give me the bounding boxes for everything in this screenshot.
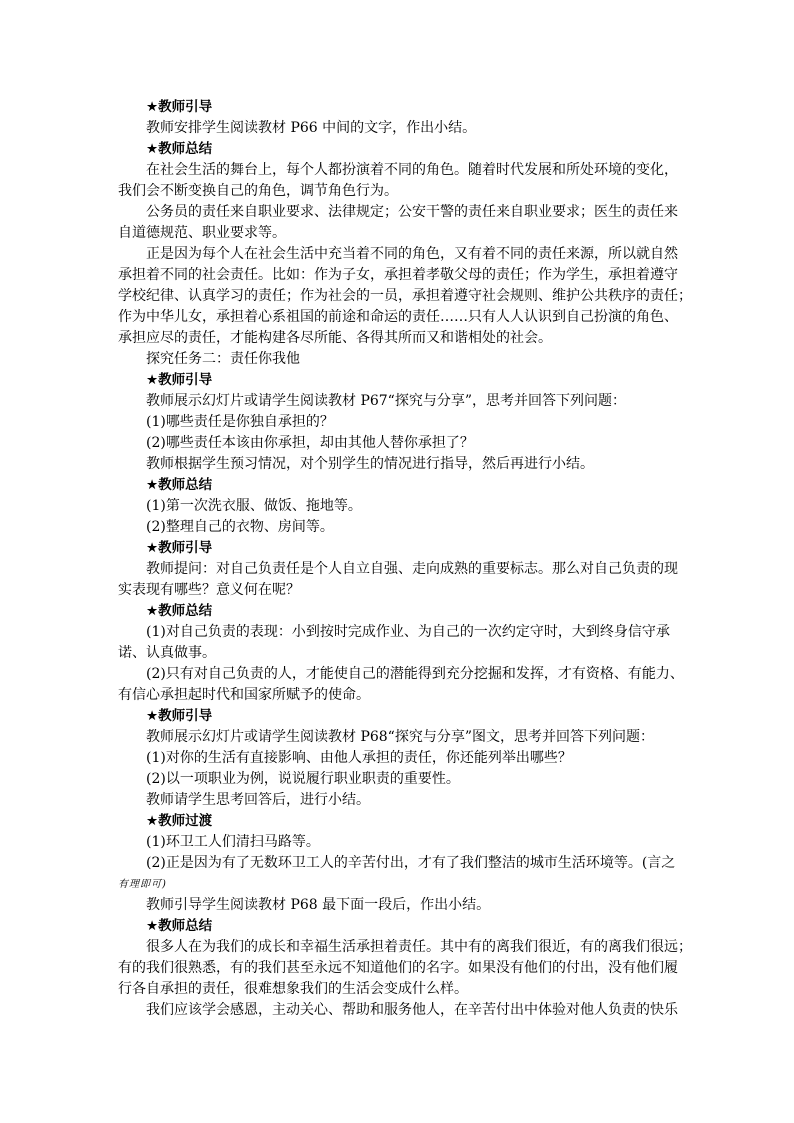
text-line: (1)哪些责任是你独自承担的？ — [146, 414, 334, 430]
text-line: (2)正是因为有了无数环卫工人的辛苦付出，才有了我们整洁的城市生活环境等。(言之 — [146, 855, 676, 871]
text-line: 有理即可) — [118, 879, 167, 890]
text-line: (2)整理自己的衣物、房间等。 — [146, 519, 334, 535]
section-label: ★教师总结 — [146, 603, 213, 619]
section-label: ★教师过渡 — [146, 813, 213, 829]
text-line: (2)以一项职业为例，说说履行职业职责的重要性。 — [146, 771, 460, 787]
text-line: 教师安排学生阅读教材 P66 中间的文字，作出小结。 — [146, 120, 477, 136]
text-line: 探究任务二：责任你我他 — [146, 351, 300, 367]
text-line: 公务员的责任来自职业要求、法律规定；公安干警的责任来自职业要求；医生的责任来 — [146, 204, 678, 220]
section-label: ★教师总结 — [146, 141, 213, 157]
text-line: 自道德规范、职业要求等。 — [118, 225, 286, 241]
text-line: 作为中华儿女，承担着心系祖国的前途和命运的责任……只有人人认识到自己扮演的角色、 — [118, 309, 678, 325]
section-label: ★教师总结 — [146, 918, 213, 934]
text-line: (1)环卫工人们清扫马路等。 — [146, 834, 320, 850]
text-line: (2)哪些责任本该由你承担，却由其他人替你承担了？ — [146, 435, 474, 451]
text-line: 很多人在为我们的成长和幸福生活承担着责任。其中有的离我们很近，有的离我们很远； — [146, 939, 692, 955]
text-line: 行各自承担的责任，很难想象我们的生活会变成什么样。 — [118, 981, 468, 997]
section-label: ★教师引导 — [146, 708, 213, 724]
text-line: 教师展示幻灯片或请学生阅读教材 P67“探究与分享”，思考并回答下列问题： — [146, 393, 626, 409]
text-line: 学校纪律、认真学习的责任；作为社会的一员，承担着遵守社会规则、维护公共秩序的责任； — [118, 288, 692, 304]
document-page — [118, 97, 692, 1021]
text-line: 有信心承担起时代和国家所赋予的使命。 — [118, 687, 370, 703]
section-label: ★教师引导 — [146, 99, 213, 115]
text-line: (1)对你的生活有直接影响、由他人承担的责任，你还能列举出哪些？ — [146, 750, 572, 766]
text-line: 承担应尽的责任，才能构建各尽所能、各得其所而又和谐相处的社会。 — [118, 330, 552, 346]
text-line: 诺、认真做事。 — [118, 645, 216, 661]
text-line: 承担着不同的社会责任。比如：作为子女，承担着孝敬父母的责任；作为学生，承担着遵守 — [118, 267, 678, 283]
text-line: 在社会生活的舞台上，每个人都扮演着不同的角色。随着时代发展和所处环境的变化， — [146, 162, 678, 178]
section-label: ★教师引导 — [146, 540, 213, 556]
text-line: 有的我们很熟悉，有的我们甚至永远不知道他们的名字。如果没有他们的付出，没有他们履 — [118, 960, 678, 976]
text-line: 我们应该学会感恩，主动关心、帮助和服务他人，在辛苦付出中体验对他人负责的快乐 — [146, 1002, 678, 1018]
section-label: ★教师引导 — [146, 372, 213, 388]
text-line: 实表现有哪些？意义何在呢？ — [118, 582, 300, 598]
text-line: 教师展示幻灯片或请学生阅读教材 P68“探究与分享”图文，思考并回答下列问题： — [146, 729, 654, 745]
text-line: 我们会不断变换自己的角色，调节角色行为。 — [118, 183, 398, 199]
text-line: (1)第一次洗衣服、做饭、拖地等。 — [146, 498, 362, 514]
text-line: 教师提问：对自己负责任是个人自立自强、走向成熟的重要标志。那么对自己负责的现 — [146, 561, 678, 577]
text-line: 正是因为每个人在社会生活中充当着不同的角色，又有着不同的责任来源，所以就自然 — [146, 246, 678, 262]
text-line: 教师引导学生阅读教材 P68 最下面一段后，作出小结。 — [146, 897, 491, 913]
text-line: (2)只有对自己负责的人，才能使自己的潜能得到充分挖掘和发挥，才有资格、有能力、 — [146, 666, 684, 682]
text-line: 教师根据学生预习情况，对个别学生的情况进行指导，然后再进行小结。 — [146, 456, 594, 472]
text-line: (1)对自己负责的表现：小到按时完成作业、为自己的一次约定守时，大到终身信守承 — [146, 624, 670, 640]
text-line: 教师请学生思考回答后，进行小结。 — [146, 792, 370, 808]
section-label: ★教师总结 — [146, 477, 213, 493]
